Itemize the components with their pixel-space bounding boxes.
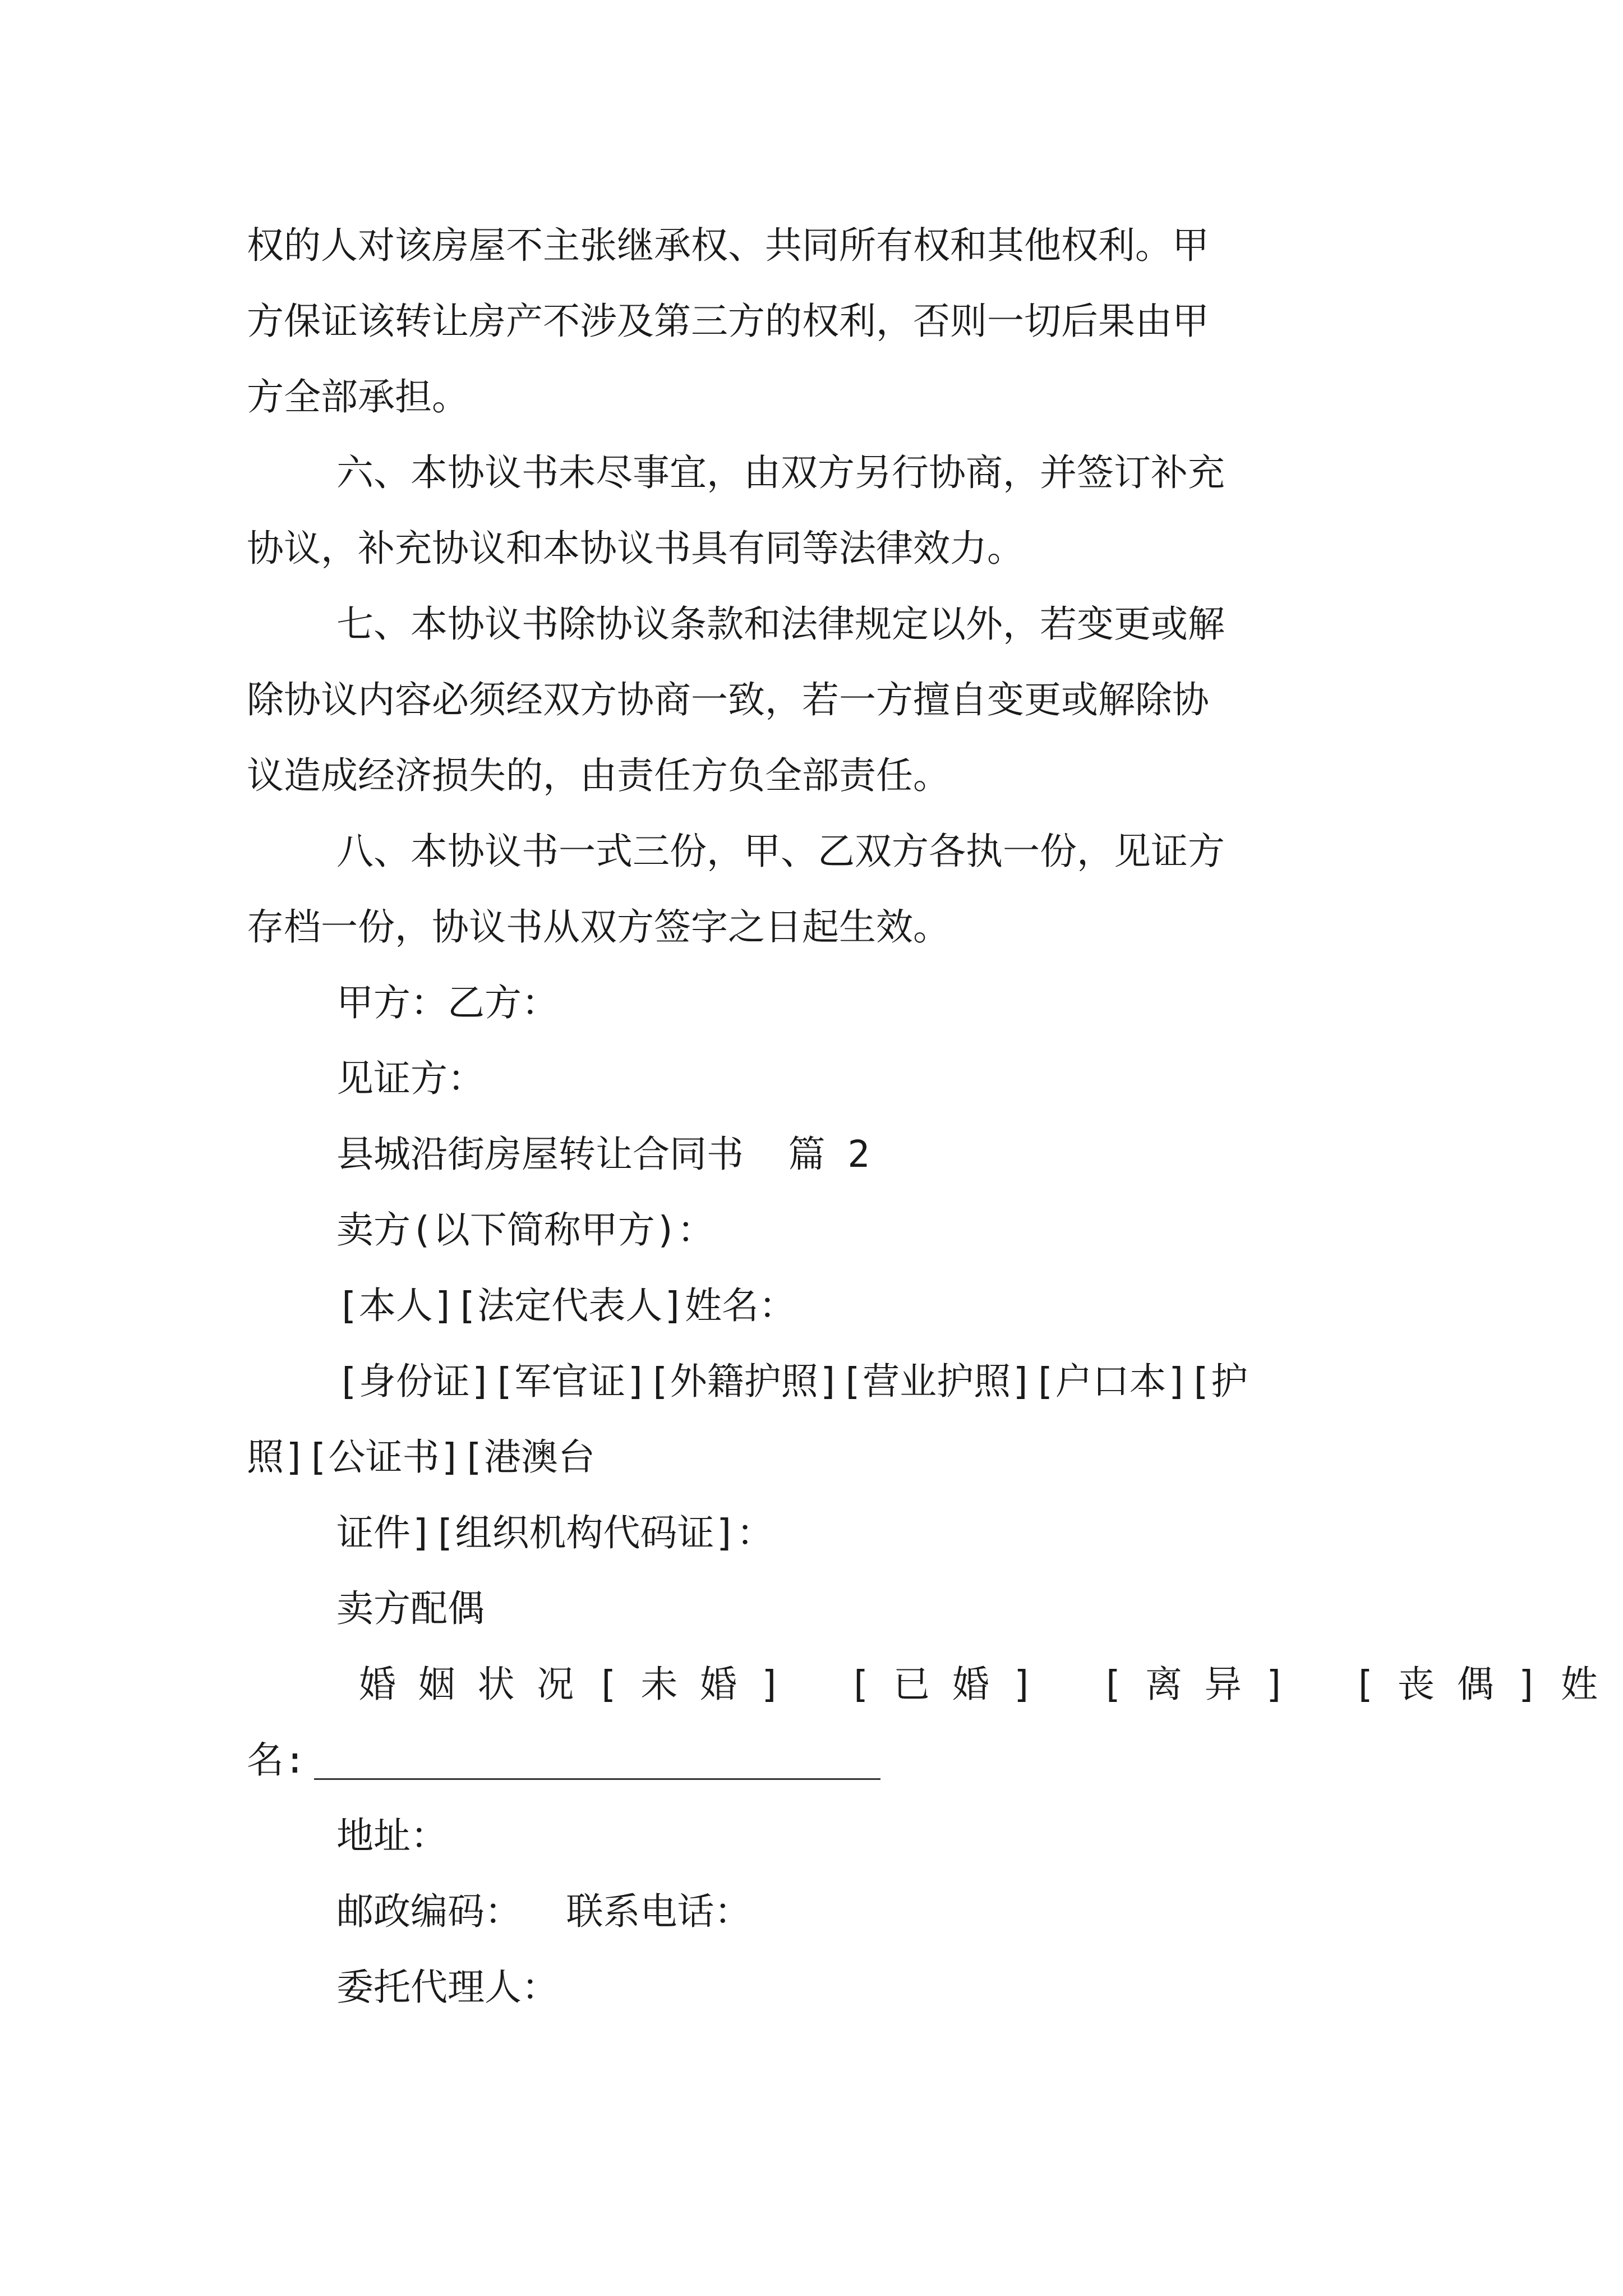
- body-line-1: 权的人对该房屋不主张继承权、共同所有权和其他权利。甲: [247, 224, 1209, 267]
- id-type-line-3: 证件][组织机构代码证]：: [336, 1511, 774, 1554]
- body-line-9: 八、本协议书一式三份，甲、乙双方各执一份，见证方: [336, 830, 1225, 873]
- body-line-6: 七、本协议书除协议条款和法律规定以外，若变更或解: [336, 602, 1225, 646]
- name-label: 名:: [247, 1738, 306, 1782]
- seller-name-line: [本人][法定代表人]姓名：: [336, 1284, 796, 1327]
- body-line-7: 除协议内容必须经双方协商一致，若一方擅自变更或解除协: [247, 678, 1209, 721]
- marital-status-line: [359, 1663, 1598, 1706]
- agent-line: 委托代理人：: [336, 1966, 559, 2009]
- seller-spouse-line: 卖方配偶: [336, 1587, 485, 1630]
- postal-phone-line: 邮政编码： 联系电话：: [336, 1890, 751, 1933]
- seller-line: 卖方(以下简称甲方)：: [336, 1208, 714, 1251]
- body-line-10: 存档一份，协议书从双方签字之日起生效。: [247, 905, 950, 949]
- body-line-2: 方保证该转让房产不涉及第三方的权利，否则一切后果由甲: [247, 300, 1209, 343]
- name-underline: [314, 1778, 880, 1780]
- id-type-line-1: [身份证][军官证][外籍护照][营业护照][户口本][护: [336, 1360, 1248, 1403]
- party-signatures-line: 甲方：乙方：: [336, 981, 559, 1024]
- address-line: 地址：: [336, 1814, 448, 1857]
- witness-line: 见证方：: [336, 1057, 485, 1100]
- id-type-line-2: 照][公证书][港澳台: [247, 1435, 595, 1479]
- marital-status-text: 婚 姻 状 况 [ 未 婚 ] [ 已 婚 ] [ 离 异 ] [ 丧 偶 ] 姓: [359, 1663, 1598, 1706]
- body-line-5: 协议，补充协议和本协议书具有同等法律效力。: [247, 527, 1024, 570]
- body-line-3: 方全部承担。: [247, 375, 469, 418]
- body-line-4: 六、本协议书未尽事宜，由双方另行协商，并签订补充: [336, 451, 1225, 494]
- body-line-8: 议造成经济损失的，由责任方负全部责任。: [247, 754, 950, 797]
- section-heading: 县城沿街房屋转让合同书 篇 2: [336, 1133, 870, 1176]
